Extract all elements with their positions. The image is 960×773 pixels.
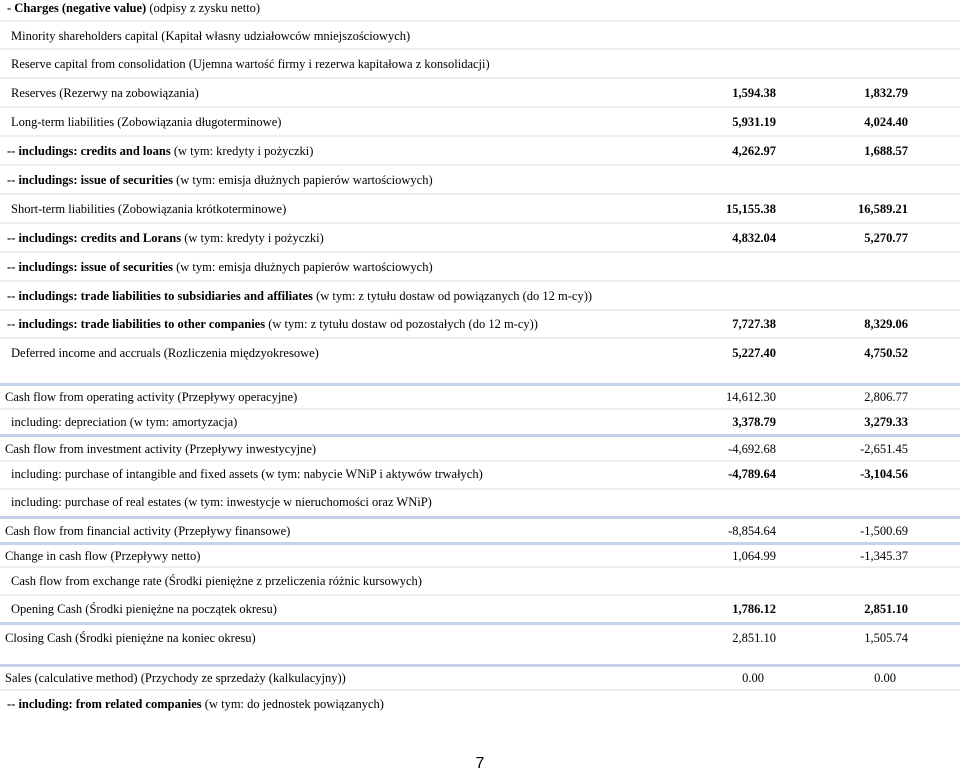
row-label bbox=[11, 114, 281, 130]
row-label-bold: -- includings: trade liabilities to subsidiaries and affiliates bbox=[7, 289, 313, 303]
row-label-text: Reserves (Rezerwy na zobowiązania) bbox=[11, 86, 199, 100]
row-label bbox=[7, 696, 384, 712]
value-col-2: 4,750.52 bbox=[864, 346, 908, 360]
row-label bbox=[7, 259, 433, 275]
value-col-1: 0.00 bbox=[742, 671, 764, 685]
row-separator bbox=[0, 488, 960, 490]
row-label-text: Opening Cash (Środki pieniężne na początek okresu) bbox=[11, 602, 277, 616]
row-label bbox=[11, 494, 432, 510]
value-col-1: -4,692.68 bbox=[728, 442, 776, 456]
value-col-1: 15,155.38 bbox=[726, 202, 776, 216]
row-label bbox=[7, 0, 260, 16]
row-separator bbox=[0, 309, 960, 311]
row-label bbox=[7, 316, 538, 332]
value-col-2: 8,329.06 bbox=[864, 317, 908, 331]
value-col-2: 0.00 bbox=[874, 671, 896, 685]
value-col-2: 1,505.74 bbox=[864, 631, 908, 645]
row-label-bold: -- includings: credits and Lorans bbox=[7, 231, 182, 245]
row-label-text: (w tym: do jednostek powiązanych) bbox=[201, 697, 384, 711]
row-label bbox=[11, 466, 483, 482]
row-label-text: (odpisy z zysku netto) bbox=[146, 1, 261, 15]
value-col-2: 3,279.33 bbox=[864, 415, 908, 429]
row-separator bbox=[0, 337, 960, 339]
row-label-text: (w tym: z tytułu dostaw od pozostałych (do 12 m-cy)) bbox=[265, 317, 538, 331]
row-label-text: (w tym: emisja dłużnych papierów wartościowych) bbox=[172, 173, 433, 187]
row-label-text: Closing Cash (Środki pieniężne na koniec okresu) bbox=[5, 631, 256, 645]
row-label bbox=[5, 548, 200, 564]
row-label bbox=[7, 230, 324, 246]
row-label-text: Cash flow from financial activity (Przepływy finansowe) bbox=[5, 524, 291, 538]
row-label bbox=[7, 172, 433, 188]
row-label-text: Cash flow from operating activity (Przepływy operacyjne) bbox=[5, 390, 298, 404]
row-label-text: Sales (calculative method) (Przychody ze sprzedaży (kalkulacyjny)) bbox=[5, 671, 346, 685]
row-label bbox=[11, 601, 277, 617]
value-col-2: -1,345.37 bbox=[860, 549, 908, 563]
value-col-2: 16,589.21 bbox=[858, 202, 908, 216]
row-label-text: Minority shareholders capital (Kapitał własny udziałowców mniejszościowych) bbox=[11, 29, 411, 43]
value-col-2: 2,851.10 bbox=[864, 602, 908, 616]
value-col-2: 2,806.77 bbox=[864, 390, 908, 404]
row-label-text: Change in cash flow (Przepływy netto) bbox=[5, 549, 201, 563]
row-label bbox=[11, 573, 422, 589]
row-label bbox=[5, 670, 346, 686]
row-label bbox=[7, 288, 592, 304]
row-label-text: Deferred income and accruals (Rozliczenia międzyokresowe) bbox=[11, 346, 319, 360]
row-separator bbox=[0, 77, 960, 79]
row-label bbox=[11, 201, 286, 217]
value-col-1: 4,832.04 bbox=[732, 231, 776, 245]
row-label bbox=[11, 85, 199, 101]
row-label bbox=[11, 345, 319, 361]
row-label-text: including: depreciation (w tym: amortyzacja) bbox=[11, 415, 238, 429]
value-col-2: 1,832.79 bbox=[864, 86, 908, 100]
row-label-text: (w tym: kredyty i pożyczki) bbox=[170, 144, 314, 158]
row-separator bbox=[0, 408, 960, 410]
value-col-2: -1,500.69 bbox=[860, 524, 908, 538]
value-col-1: -8,854.64 bbox=[728, 524, 776, 538]
row-label-text: (w tym: z tytułu dostaw od powiązanych (do 12 m-cy)) bbox=[312, 289, 593, 303]
row-label bbox=[5, 389, 297, 405]
value-col-2: -2,651.45 bbox=[860, 442, 908, 456]
row-separator bbox=[0, 164, 960, 166]
row-separator bbox=[0, 566, 960, 568]
section-separator bbox=[0, 434, 960, 437]
row-label-text: Cash flow from exchange rate (Środki pieniężne z przeliczenia różnic kursowych) bbox=[11, 574, 422, 588]
row-label-bold: -- includings: issue of securities bbox=[7, 173, 173, 187]
row-label-text: Cash flow from investment activity (Przepływy inwestycyjne) bbox=[5, 442, 317, 456]
row-separator bbox=[0, 594, 960, 596]
value-col-1: 4,262.97 bbox=[732, 144, 776, 158]
row-separator bbox=[0, 193, 960, 195]
value-col-2: 5,270.77 bbox=[864, 231, 908, 245]
value-col-1: 14,612.30 bbox=[726, 390, 776, 404]
row-separator bbox=[0, 135, 960, 137]
row-label bbox=[11, 28, 410, 44]
section-separator bbox=[0, 542, 960, 545]
row-label-text: including: purchase of real estates (w tym: inwestycje w nieruchomości oraz WNiP) bbox=[11, 495, 432, 509]
value-col-1: 1,064.99 bbox=[732, 549, 776, 563]
section-separator bbox=[0, 516, 960, 519]
value-col-1: 3,378.79 bbox=[732, 415, 776, 429]
row-separator bbox=[0, 222, 960, 224]
row-label-text: including: purchase of intangible and fixed assets (w tym: nabycie WNiP i aktywów trwałych) bbox=[11, 467, 483, 481]
row-label bbox=[11, 414, 237, 430]
page-number: 7 bbox=[475, 755, 485, 772]
row-separator bbox=[0, 106, 960, 108]
row-label-text: Reserve capital from consolidation (Ujemna wartość firmy i rezerwa kapitałowa z konsolidacji) bbox=[11, 57, 490, 71]
value-col-2: 4,024.40 bbox=[864, 115, 908, 129]
value-col-1: 5,931.19 bbox=[732, 115, 776, 129]
row-label bbox=[5, 523, 290, 539]
row-separator bbox=[0, 251, 960, 253]
row-label bbox=[11, 56, 490, 72]
value-col-2: -3,104.56 bbox=[860, 467, 908, 481]
row-label-text: (w tym: kredyty i pożyczki) bbox=[181, 231, 324, 245]
section-separator bbox=[0, 664, 960, 667]
value-col-1: 2,851.10 bbox=[732, 631, 776, 645]
value-col-1: -4,789.64 bbox=[728, 467, 776, 481]
row-label bbox=[5, 441, 316, 457]
section-separator bbox=[0, 622, 960, 625]
row-separator bbox=[0, 280, 960, 282]
row-label-bold: - Charges (negative value) bbox=[7, 1, 147, 15]
row-separator bbox=[0, 48, 960, 50]
value-col-1: 1,594.38 bbox=[732, 86, 776, 100]
value-col-1: 5,227.40 bbox=[732, 346, 776, 360]
row-label-text: (w tym: emisja dłużnych papierów wartościowych) bbox=[172, 260, 433, 274]
section-separator bbox=[0, 383, 960, 386]
row-label bbox=[7, 143, 313, 159]
row-separator bbox=[0, 20, 960, 22]
row-label bbox=[5, 630, 256, 646]
row-label-bold: -- includings: trade liabilities to other companies bbox=[7, 317, 266, 331]
row-separator bbox=[0, 689, 960, 691]
row-separator bbox=[0, 460, 960, 462]
value-col-1: 7,727.38 bbox=[732, 317, 776, 331]
value-col-1: 1,786.12 bbox=[732, 602, 776, 616]
row-label-bold: -- including: from related companies bbox=[7, 697, 202, 711]
row-label-text: Long-term liabilities (Zobowiązania długoterminowe) bbox=[11, 115, 282, 129]
value-col-2: 1,688.57 bbox=[864, 144, 908, 158]
row-label-text: Short-term liabilities (Zobowiązania krótkoterminowe) bbox=[11, 202, 287, 216]
row-label-bold: -- includings: issue of securities bbox=[7, 260, 173, 274]
row-label-bold: -- includings: credits and loans bbox=[7, 144, 171, 158]
